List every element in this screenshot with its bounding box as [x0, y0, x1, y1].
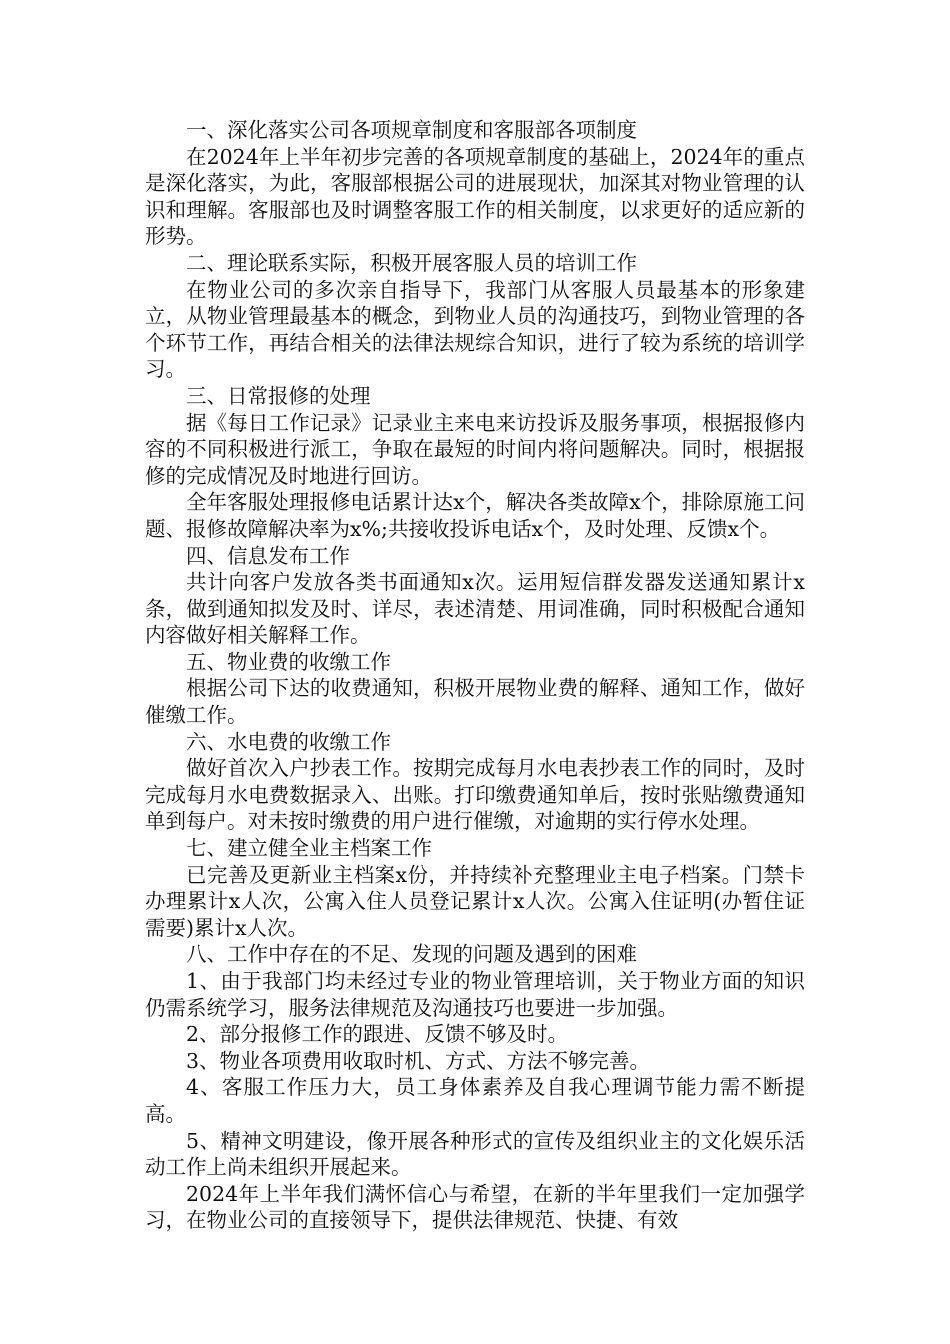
section-heading-2: 二、理论联系实际，积极开展客服人员的培训工作: [186, 250, 637, 275]
list-item: 4、客服工作压力大，员工身体素养及自我心理调节能力需不断提高。: [145, 1075, 805, 1126]
body-paragraph: 全年客服处理报修电话累计达x个，解决各类故障x个，排除原施工问题、报修故障解决率为x%;共接收投诉电话x个，及时处理、反馈x个。: [145, 490, 805, 541]
list-item: 2、部分报修工作的跟进、反馈不够及时。: [186, 1022, 569, 1047]
body-paragraph: 据《每日工作记录》记录业主来电来访投诉及服务事项，根据报修内容的不同积极进行派工，争取在最短的时间内将问题解决。同时，根据报修的完成情况及时地进行回访。: [145, 410, 805, 488]
section-heading-5: 五、物业费的收缴工作: [186, 649, 391, 674]
document-body: [145, 117, 805, 1234]
section-heading-4: 四、信息发布工作: [186, 543, 350, 568]
body-paragraph: 在2024年上半年初步完善的各项规章制度的基础上，2024年的重点是深化落实，为此，客服部根据公司的进展现状，加深其对物业管理的认识和理解。客服部也及时调整客服工作的相关制度，以求更好的适应新的形势。: [145, 144, 805, 249]
section-heading-8: 八、工作中存在的不足、发现的问题及遇到的困难: [186, 942, 637, 967]
body-paragraph: 做好首次入户抄表工作。按期完成每月水电表抄表工作的同时，及时完成每月水电费数据录入、出账。打印缴费通知单后，按时张贴缴费通知单到每户。对未按时缴费的用户进行催缴，对逾期的实行停水处理。: [145, 756, 805, 834]
section-heading-6: 六、水电费的收缴工作: [186, 729, 391, 754]
body-paragraph: 在物业公司的多次亲自指导下，我部门从客服人员最基本的形象建立，从物业管理最基本的概念，到物业人员的沟通技巧，到物业管理的各个环节工作，再结合相关的法律法规综合知识，进行了较为系统的培训学习。: [145, 277, 805, 382]
body-paragraph: 根据公司下达的收费通知，积极开展物业费的解释、通知工作，做好催缴工作。: [145, 676, 805, 728]
section-heading-7: 七、建立健全业主档案工作: [186, 836, 432, 861]
section-heading-1: 一、深化落实公司各项规章制度和客服部各项制度: [186, 118, 637, 142]
list-item: 1、由于我部门均未经过专业的物业管理培训，关于物业方面的知识仍需系统学习，服务法律规范及沟通技巧也要进一步加强。: [145, 969, 805, 1020]
body-paragraph: 已完善及更新业主档案x份，并持续补充整理业主电子档案。门禁卡办理累计x人次，公寓入住人员登记累计x人次。公寓入住证明(办暂住证需要)累计x人次。: [145, 862, 805, 940]
section-heading-3: 三、日常报修的处理: [186, 383, 371, 408]
body-paragraph: 共计向客户发放各类书面通知x次。运用短信群发器发送通知累计x条，做到通知拟发及时、详尽，表述清楚、用词准确，同时积极配合通知内容做好相关解释工作。: [145, 570, 805, 648]
list-item: 5、精神文明建设，像开展各种形式的宣传及组织业主的文化娱乐活动工作上尚未组织开展起来。: [145, 1128, 805, 1180]
list-item: 3、物业各项费用收取时机、方式、方法不够完善。: [186, 1048, 651, 1073]
body-paragraph: 2024年上半年我们满怀信心与希望，在新的半年里我们一定加强学习，在物业公司的直接领导下，提供法律规范、快捷、有效: [145, 1181, 805, 1233]
